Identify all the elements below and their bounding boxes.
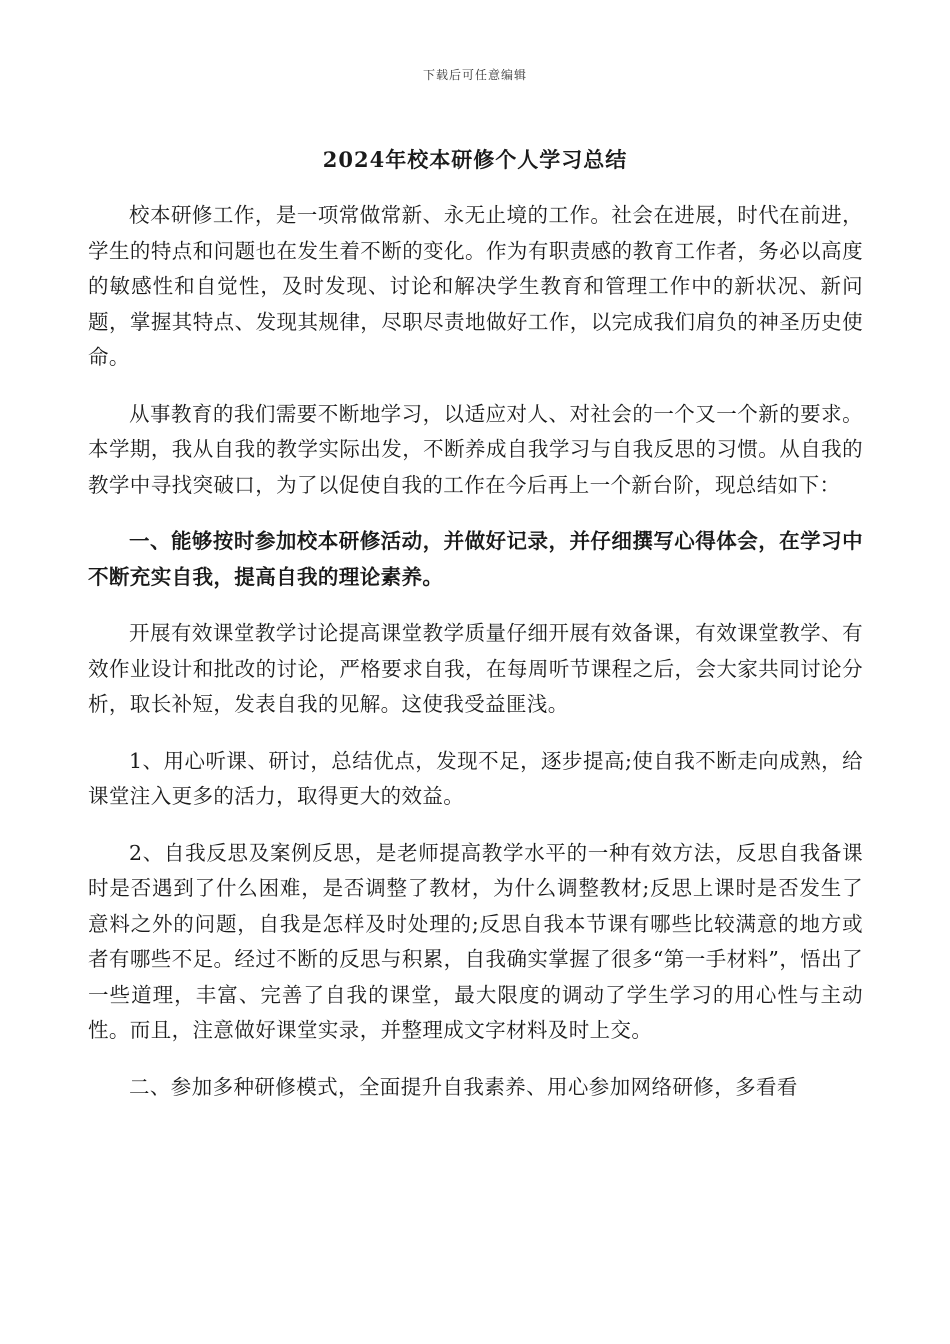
- document-title: 2024年校本研修个人学习总结: [322, 147, 628, 172]
- header-note: 下载后可任意编辑: [422, 68, 527, 82]
- document-body: [88, 198, 863, 1105]
- paragraph-item-2: 2、自我反思及案例反思，是老师提高教学水平的一种有效方法，反思自我备课时是否遇到了什么困难，是否调整了教材，为什么调整教材;反思上课时是否发生了意料之外的问题，自我是怎样及时处理的;反思自我本节课有哪些比较满意的地方或者有哪些不足。经过不断的反思与积累，自我确实掌握了很多“第一手材料”，悟出了一些道理，丰富、完善了自我的课堂，最大限度的调动了学生学习的用心性与主动性。而且，注意做好课堂实录，并整理成文字材料及时上交。: [88, 840, 863, 1042]
- paragraph-intro: 校本研修工作，是一项常做常新、永无止境的工作。社会在进展，时代在前进，学生的特点和问题也在发生着不断的变化。作为有职责感的教育工作者，务必以高度的敏感性和自觉性，及时发现、讨论和解决学生教育和管理工作中的新状况、新问题，掌握其特点、发现其规律，尽职尽责地做好工作，以完成我们肩负的神圣历史使命。: [88, 203, 863, 369]
- paragraph-learning: 从事教育的我们需要不断地学习，以适应对人、对社会的一个又一个新的要求。本学期，我从自我的教学实际出发，不断养成自我学习与自我反思的习惯。从自我的教学中寻找突破口，为了以促使自我的工作在今后再上一个新台阶，现总结如下：: [88, 401, 863, 497]
- section-heading-two: 二、参加多种研修模式，全面提升自我素养、用心参加网络研修，多看看: [129, 1074, 798, 1099]
- paragraph-effective-teaching: 开展有效课堂教学讨论提高课堂教学质量仔细开展有效备课，有效课堂教学、有效作业设计和批改的讨论，严格要求自我，在每周听节课程之后，会大家共同讨论分析，取长补短，发表自我的见解。这使我受益匪浅。: [88, 621, 863, 716]
- paragraph-item-1: 1、用心听课、研讨，总结优点，发现不足，逐步提高;使自我不断走向成熟，给课堂注入更多的活力，取得更大的效益。: [88, 748, 863, 808]
- section-heading-one: 一、能够按时参加校本研修活动，并做好记录，并仔细撰写心得体会，在学习中不断充实自我，提高自我的理论素养。: [88, 529, 863, 589]
